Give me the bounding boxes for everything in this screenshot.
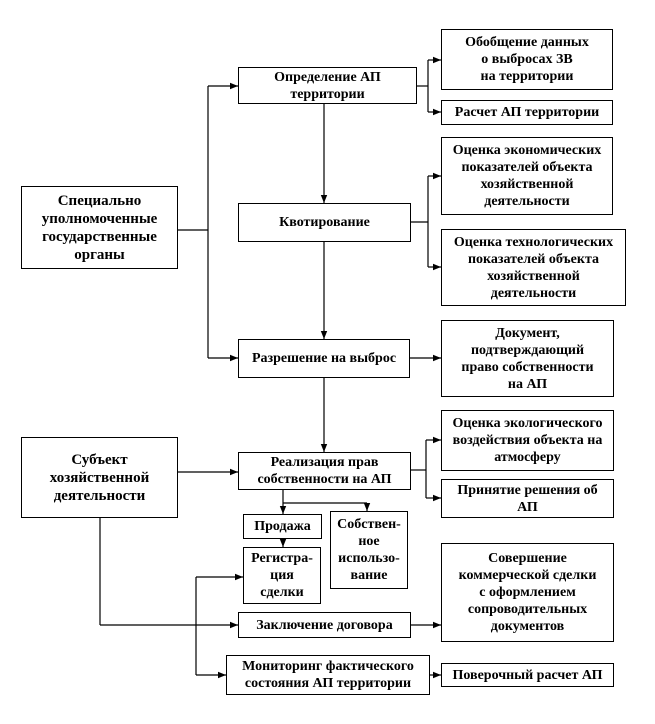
generalization-box: Обобщение данных о выбросах ЗВ на территории xyxy=(441,29,613,90)
contract-box: Заключение договора xyxy=(238,612,411,638)
verification-box: Поверочный расчет АП xyxy=(441,663,614,687)
eco-eval-box: Оценка экологического воздействия объекта на атмосферу xyxy=(441,410,614,471)
decision-box: Принятие решения об АП xyxy=(441,479,614,518)
realization-box: Реализация прав собственности на АП xyxy=(238,452,411,490)
determination-box: Определение АП территории xyxy=(238,67,417,104)
tech-eval-box: Оценка технологических показателей объекта хозяйственной деятельности xyxy=(441,229,626,306)
econ-eval-box: Оценка экономических показателей объекта хозяйственной деятельности xyxy=(441,137,613,215)
registration-box: Регистра- ция сделки xyxy=(243,547,321,604)
commercial-box: Совершение коммерческой сделки с оформлением сопроводительных документов xyxy=(441,543,614,642)
monitoring-box: Мониторинг фактического состояния АП территории xyxy=(226,655,430,695)
quota-box: Квотирование xyxy=(238,203,411,242)
document-box: Документ, подтверждающий право собственности на АП xyxy=(441,320,614,397)
sale-box: Продажа xyxy=(243,514,322,539)
calc-ap-box: Расчет АП территории xyxy=(441,100,613,125)
subject-box: Субъект хозяйственной деятельности xyxy=(21,437,178,518)
own-use-box: Собствен- ное использо- вание xyxy=(330,511,408,589)
permit-box: Разрешение на выброс xyxy=(238,339,410,378)
authorities-box: Специально уполномоченные государственные органы xyxy=(21,186,178,269)
